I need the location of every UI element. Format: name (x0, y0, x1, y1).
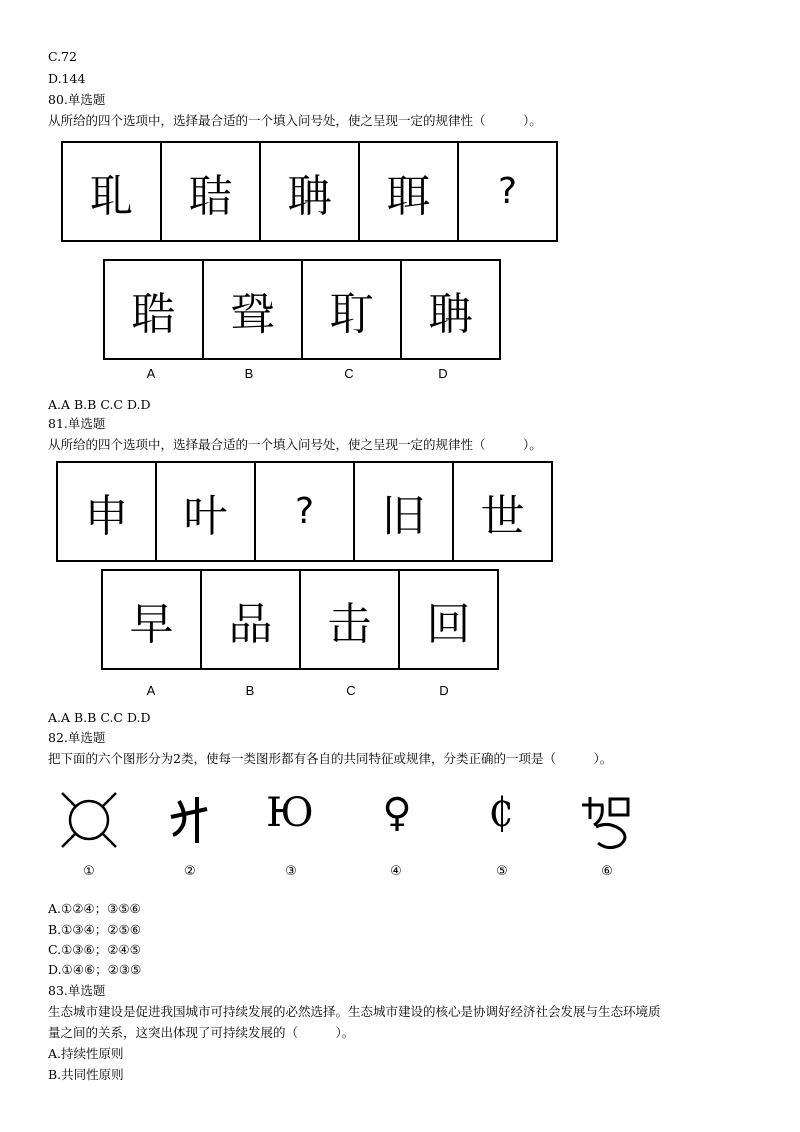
q81-title: 81.单选题 (48, 416, 106, 431)
q80-label-a: A (146, 366, 156, 381)
q81-option-c[interactable]: 击 (299, 569, 400, 670)
figure-2-cross-symbol (157, 785, 227, 855)
q83-text-line2: 量之间的关系，这突出体现了可持续发展的（ ）。 (48, 1025, 355, 1040)
q80-option-d[interactable]: 聃 (400, 259, 501, 360)
q81-label-b: B (245, 683, 255, 698)
figure-number-1: ① (83, 864, 95, 879)
q83-text-line1: 生态城市建设是促进我国城市可持续发展的必然选择。生态城市建设的核心是协调好经济社会发展与生态环境质 (48, 1004, 661, 1019)
figure-number-5: ⑤ (496, 864, 508, 879)
q80-label-b: B (244, 366, 254, 381)
q80-text: 从所给的四个选项中，选择最合适的一个填入问号处，使之呈现一定的规律性（ ）。 (48, 113, 542, 128)
q82-option-b[interactable]: B.①③④；②⑤⑥ (48, 922, 141, 937)
option-d-prev: D.144 (48, 71, 86, 86)
q82-text: 把下面的六个图形分为2类，使每一类图形都有各自的共同特征或规律，分类正确的一项是（ ）。 (48, 751, 613, 766)
q80-title: 80.单选题 (48, 92, 106, 107)
q81-cell: 旧 (353, 461, 454, 562)
figure-number-4: ④ (390, 864, 402, 879)
q82-title: 82.单选题 (48, 730, 106, 745)
q80-cell: 聃 (259, 141, 360, 242)
q81-answers: A.A B.B C.C D.D (48, 710, 151, 725)
q81-label-a: A (146, 683, 156, 698)
q82-option-a[interactable]: A.①②④；③⑤⑥ (48, 901, 141, 916)
q80-answers: A.A B.B C.C D.D (48, 397, 151, 412)
q81-cell: 申 (56, 461, 157, 562)
q81-option-d[interactable]: 回 (398, 569, 499, 670)
q82-option-d[interactable]: D.①④⑥；②③⑤ (48, 962, 142, 977)
figure-6-character (572, 785, 642, 855)
q82-option-c[interactable]: C.①③⑥；②④⑤ (48, 942, 141, 957)
q80-option-b[interactable]: 聓 (202, 259, 303, 360)
q81-label-c: C (346, 683, 356, 698)
figure-number-3: ③ (285, 864, 297, 879)
figure-number-2: ② (184, 864, 196, 879)
q81-options-row (101, 569, 499, 670)
q80-label-c: C (344, 366, 354, 381)
option-c-prev: C.72 (48, 49, 77, 64)
q83-title: 83.单选题 (48, 983, 106, 998)
q80-question-mark: ? (457, 141, 558, 242)
q81-cell: 世 (452, 461, 553, 562)
q81-cell: 叶 (155, 461, 256, 562)
q83-option-b[interactable]: B.共同性原则 (48, 1067, 124, 1082)
q81-option-b[interactable]: 品 (200, 569, 301, 670)
q81-question-mark: ? (254, 461, 355, 562)
figure-5-cedi-symbol: ₵ (488, 790, 514, 836)
q80-label-d: D (438, 366, 448, 381)
q80-cell: 聑 (358, 141, 459, 242)
q80-cell: 聐 (160, 141, 261, 242)
q80-option-c[interactable]: 耵 (301, 259, 402, 360)
q80-cell: 耴 (61, 141, 162, 242)
figure-3-glyph: Ю (266, 790, 314, 836)
q80-option-a[interactable]: 聕 (103, 259, 204, 360)
q81-question-row (56, 461, 553, 562)
figure-1-crossed-circle (54, 785, 124, 855)
figure-4-female-symbol: ♀ (382, 790, 412, 836)
q81-text: 从所给的四个选项中，选择最合适的一个填入问号处，使之呈现一定的规律性（ ）。 (48, 437, 542, 452)
q80-options-row (103, 259, 501, 360)
q81-option-a[interactable]: 早 (101, 569, 202, 670)
q80-question-row (61, 141, 558, 242)
q83-option-a[interactable]: A.持续性原则 (48, 1046, 124, 1061)
q81-label-d: D (439, 683, 449, 698)
figure-number-6: ⑥ (601, 864, 613, 879)
